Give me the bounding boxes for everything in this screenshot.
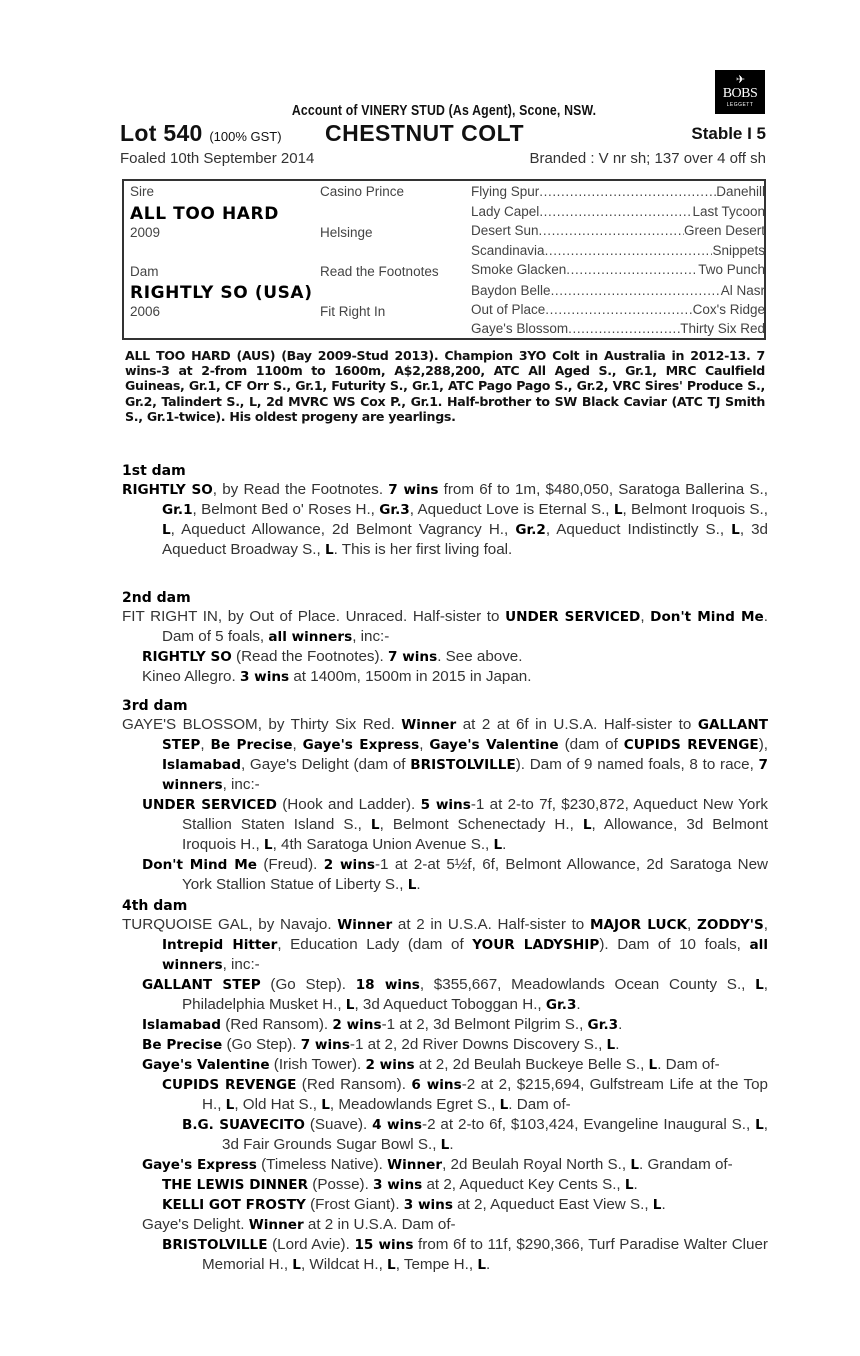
ancestor-sire: Al Nasr xyxy=(720,283,765,298)
ancestor-sire: Danehill xyxy=(716,184,765,199)
leader-dots xyxy=(545,243,713,258)
produce-record: FIT RIGHT IN, by Out of Place. Unraced. Half-sister to UNDER SERVICED, Don't Mind Me. Dam of 5 foals, all winners, inc:- xyxy=(122,608,768,645)
produce-record: RIGHTLY SO, by Read the Footnotes. 7 wins from 6f to 1m, $480,050, Saratoga Ballerina S., Gr.1, Belmont Bed o' Roses H., Gr.3, Aqueduct Love is Eternal S., L, Belmont Iroquois S., L, Aqueduct Allowance, 2d Belmont Vagrancy H., Gr.2, Aqueduct Indistinctly S., L, 3d Aqueduct Broadway S., L. This is her first living foal. xyxy=(122,481,768,558)
pedigree-table xyxy=(122,179,766,340)
produce-record: UNDER SERVICED (Hook and Ladder). 5 wins-1 at 2-to 7f, $230,872, Aqueduct New York Stallion Staten Island S., L, Belmont Schenectady H., L, Allowance, 3d Belmont Iroquois H., L, 4th Saratoga Union Avenue S., L. xyxy=(142,796,769,853)
leader-dots xyxy=(539,184,716,199)
leader-dots xyxy=(539,204,692,219)
produce-record: Kineo Allegro. 3 wins at 1400m, 1500m in 2015 in Japan. xyxy=(142,668,532,685)
dam-heading: 1st dam xyxy=(122,463,186,479)
ancestor-name: Smoke Glacken xyxy=(471,262,567,277)
produce-record: Islamabad (Red Ransom). 2 wins-1 at 2, 3d Belmont Pilgrim S., Gr.3. xyxy=(142,1016,623,1033)
vendor-account: Account of VINERY STUD (As Agent), Scone, NSW. xyxy=(291,102,597,119)
produce-record: THE LEWIS DINNER (Posse). 3 wins at 2, Aqueduct Key Cents S., L. xyxy=(162,1176,638,1193)
ancestor-name: Gaye's Blossom xyxy=(471,321,569,336)
produce-record: CUPIDS REVENGE (Red Ransom). 6 wins-2 at 2, $215,694, Gulfstream Life at the Top H., L, Old Hat S., L, Meadowlands Egret S., L. Dam of- xyxy=(162,1076,768,1113)
dam-dam: Fit Right In xyxy=(320,304,386,319)
dam-year: 2006 xyxy=(130,304,161,319)
leader-dots xyxy=(545,302,692,317)
gst-note: (100% GST) xyxy=(209,129,282,144)
sire-sire: Casino Prince xyxy=(320,184,405,199)
dam-section-2 xyxy=(122,589,768,687)
great-grandparent-row xyxy=(471,302,765,317)
great-grandparent-row xyxy=(471,204,765,219)
dam-heading: 3rd dam xyxy=(122,698,188,714)
sire-year: 2009 xyxy=(130,225,161,240)
produce-record: KELLI GOT FROSTY (Frost Giant). 3 wins at 2, Aqueduct East View S., L. xyxy=(162,1196,666,1213)
ancestor-name: Lady Capel xyxy=(471,204,540,219)
ancestor-sire: Two Punch xyxy=(698,262,765,277)
produce-record: RIGHTLY SO (Read the Footnotes). 7 wins. See above. xyxy=(142,648,523,665)
ancestor-name: Scandinavia xyxy=(471,243,545,258)
foaled-date: Foaled 10th September 2014 xyxy=(120,150,315,167)
ancestor-name: Out of Place xyxy=(471,302,546,317)
ancestor-name: Baydon Belle xyxy=(471,283,551,298)
dam-section-1 xyxy=(122,462,768,560)
ancestor-sire: Thirty Six Red xyxy=(680,321,765,336)
produce-record: B.G. SUAVECITO (Suave). 4 wins-2 at 2-to 6f, $103,424, Evangeline Inaugural S., L, 3d Fair Grounds Sugar Bowl S., L. xyxy=(182,1116,768,1153)
great-grandparent-row xyxy=(471,223,765,238)
ancestor-name: Desert Sun xyxy=(471,223,539,238)
ancestor-sire: Last Tycoon xyxy=(692,204,765,219)
ancestor-sire: Cox's Ridge xyxy=(692,302,765,317)
horse-description: CHESTNUT COLT xyxy=(325,120,525,146)
produce-record: Gaye's Valentine (Irish Tower). 2 wins at 2, 2d Beulah Buckeye Belle S., L. Dam of- xyxy=(142,1056,720,1073)
produce-record: Gaye's Delight. Winner at 2 in U.S.A. Dam of- xyxy=(142,1216,456,1233)
dam-section-3 xyxy=(122,697,768,895)
sire-label: Sire xyxy=(130,184,155,199)
bobs-leggett-logo xyxy=(715,70,765,114)
sire-name: ALL TOO HARD xyxy=(130,204,279,224)
logo-brand: BOBS xyxy=(722,86,758,101)
produce-record: BRISTOLVILLE (Lord Avie). 15 wins from 6f to 11f, $290,366, Turf Paradise Walter Cluer Memorial H., L, Wildcat H., L, Tempe H., L. xyxy=(162,1236,768,1273)
produce-record: GAYE'S BLOSSOM, by Thirty Six Red. Winner at 2 at 6f in U.S.A. Half-sister to GALLANT STEP, Be Precise, Gaye's Express, Gaye's Valentine (dam of CUPIDS REVENGE), Islamabad, Gaye's Delight (dam of BRISTOLVILLE). Dam of 9 named foals, 8 to race, 7 winners, inc:- xyxy=(122,716,769,793)
ancestor-name: Flying Spur xyxy=(471,184,540,199)
dam-label: Dam xyxy=(130,264,159,279)
great-grandparent-row xyxy=(471,262,765,277)
leader-dots xyxy=(568,321,680,336)
produce-record: Be Precise (Go Step). 7 wins-1 at 2, 2d River Downs Discovery S., L. xyxy=(142,1036,620,1053)
leader-dots xyxy=(539,223,684,238)
great-grandparent-row xyxy=(471,321,765,336)
lot-number xyxy=(120,120,282,147)
great-grandparent-row xyxy=(471,243,765,258)
lot-label: Lot 540 xyxy=(120,120,203,146)
stable-location: Stable I 5 xyxy=(691,124,766,143)
dam-name: RIGHTLY SO (USA) xyxy=(130,283,313,303)
produce-record: GALLANT STEP (Go Step). 18 wins, $355,667, Meadowlands Ocean County S., L, Philadelphia Musket H., L, 3d Aqueduct Toboggan H., Gr.3. xyxy=(142,976,769,1013)
produce-record: TURQUOISE GAL, by Navajo. Winner at 2 in U.S.A. Half-sister to MAJOR LUCK, ZODDY'S, Intrepid Hitter, Education Lady (dam of YOUR LADYSHIP). Dam of 10 foals, all winners, inc:- xyxy=(122,916,768,973)
sire-biography: ALL TOO HARD (AUS) (Bay 2009-Stud 2013). Champion 3YO Colt in Australia in 2012-13. 7 wins-3 at 2-from 1100m to 1600m, A$2,288,200, ATC All Aged S., Gr.1, MRC Caulfield Guineas, Gr.1, CF Orr S., Gr.1, Futurity S., Gr.1, ATC Pago Pago S., Gr.2, VRC Sires' Produce S., Gr.2, Talindert S., L, 2d MVRC WS Cox P., Gr.1. Half-brother to SW Black Caviar (ATC TJ Smith S., Gr.1-twice). His oldest progeny are yearlings. xyxy=(125,348,765,424)
brand-marks: Branded : V nr sh; 137 over 4 off sh xyxy=(529,150,766,167)
sire-dam: Helsinge xyxy=(320,225,373,240)
dam-heading: 4th dam xyxy=(122,898,188,914)
logo-subtext: LEGGETT xyxy=(726,102,754,108)
ancestor-sire: Green Desert xyxy=(683,223,765,238)
leader-dots xyxy=(566,262,698,277)
racehorse-icon: ✈ xyxy=(735,74,745,86)
leader-dots xyxy=(551,283,721,298)
dam-section-4 xyxy=(122,897,768,1275)
great-grandparent-row xyxy=(471,184,765,199)
dam-sire: Read the Footnotes xyxy=(320,264,439,279)
ancestor-sire: Snippets xyxy=(712,243,765,258)
produce-record: Gaye's Express (Timeless Native). Winner, 2d Beulah Royal North S., L. Grandam of- xyxy=(142,1156,733,1173)
produce-record: Don't Mind Me (Freud). 2 wins-1 at 2-at 5½f, 6f, Belmont Allowance, 2d Saratoga New York Stallion Statue of Liberty S., L. xyxy=(142,856,768,893)
dam-heading: 2nd dam xyxy=(122,590,191,606)
great-grandparent-row xyxy=(471,283,765,298)
lot-header xyxy=(120,120,768,146)
